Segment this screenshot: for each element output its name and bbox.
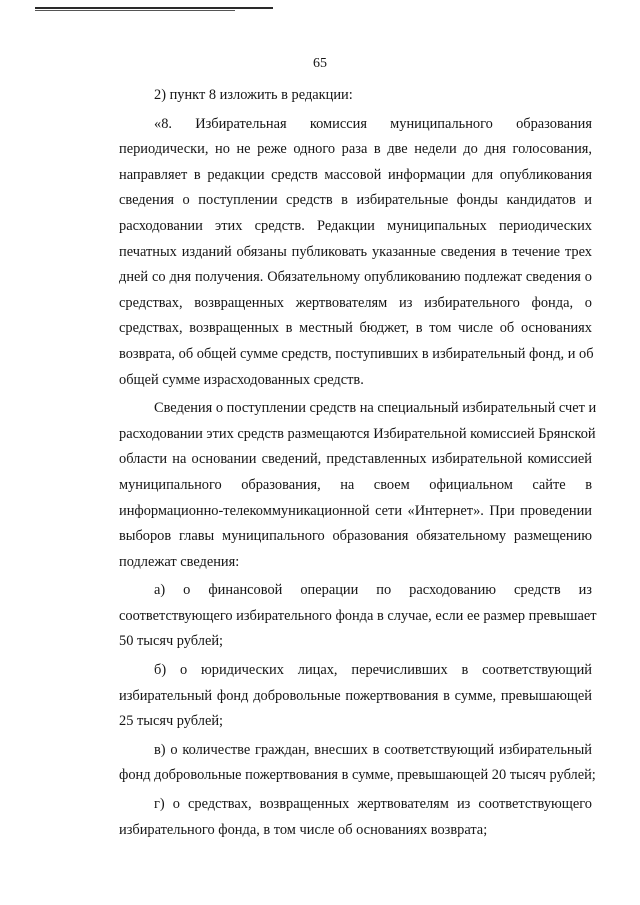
- text-line: расходовании этих средств. Редакции муниципальных периодических: [119, 217, 592, 234]
- text-line: средствах, возвращенных жертвователям из избирательного фонда, о: [119, 294, 592, 311]
- text-line: соответствующего избирательного фонда в случае, если ее размер превышает: [119, 607, 597, 624]
- text-line: в) о количестве граждан, внесших в соответствующий избирательный: [154, 741, 592, 758]
- text-line: 50 тысяч рублей;: [119, 633, 224, 650]
- text-line: возврата, об общей сумме средств, поступивших в избирательный фонд, и об: [119, 345, 594, 362]
- text-line: подлежат сведения:: [119, 553, 240, 570]
- text-line: избирательного фонда, в том числе об основаниях возврата;: [119, 821, 488, 838]
- text-line: дней со дня получения. Обязательному опубликованию подлежат сведения о: [119, 269, 592, 286]
- text-line: периодически, но не реже одного раза в две недели до дня голосования,: [119, 141, 592, 158]
- text-line: Сведения о поступлении средств на специальный избирательный счет и: [154, 400, 597, 417]
- scan-artifact-line: [35, 10, 235, 11]
- text-line: «8. Избирательная комиссия муниципального образования: [154, 115, 592, 132]
- text-line: печатных изданий обязаны публиковать указанные сведения в течение трех: [119, 243, 592, 260]
- text-line: фонд добровольные пожертвования в сумме, превышающей 20 тысяч рублей;: [119, 767, 596, 784]
- text-line: выборов главы муниципального образования обязательному размещению: [119, 528, 592, 545]
- text-line: 25 тысяч рублей;: [119, 713, 224, 730]
- text-line: направляет в редакции средств массовой информации для опубликования: [119, 166, 592, 183]
- text-line: расходовании этих средств размещаются Избирательной комиссией Брянской: [119, 425, 596, 442]
- text-line: сведения о поступлении средств в избирательные фонды кандидатов и: [119, 192, 592, 209]
- text-line: 2) пункт 8 изложить в редакции:: [154, 87, 353, 103]
- page-number: 65: [313, 56, 327, 71]
- text-line: б) о юридических лицах, перечисливших в соответствующий: [154, 662, 592, 679]
- text-line: а) о финансовой операции по расходованию средств из: [154, 582, 592, 599]
- text-line: информационно-телекоммуникационной сети «Интернет». При проведении: [119, 502, 592, 519]
- text-line: муниципального образования, на своем официальном сайте в: [119, 476, 592, 493]
- document-body: [119, 83, 597, 843]
- text-line: области на основании сведений, представленных избирательной комиссией: [119, 451, 592, 468]
- text-line: средствах, возвращенных в местный бюджет, в том числе об основаниях: [119, 320, 592, 337]
- text-line: г) о средствах, возвращенных жертвователям из соответствующего: [154, 796, 592, 813]
- text-line: избирательный фонд добровольные пожертвования в сумме, превышающей: [119, 687, 592, 704]
- scan-artifact-line: [35, 7, 273, 9]
- text-line: общей сумме израсходованных средств.: [119, 371, 364, 388]
